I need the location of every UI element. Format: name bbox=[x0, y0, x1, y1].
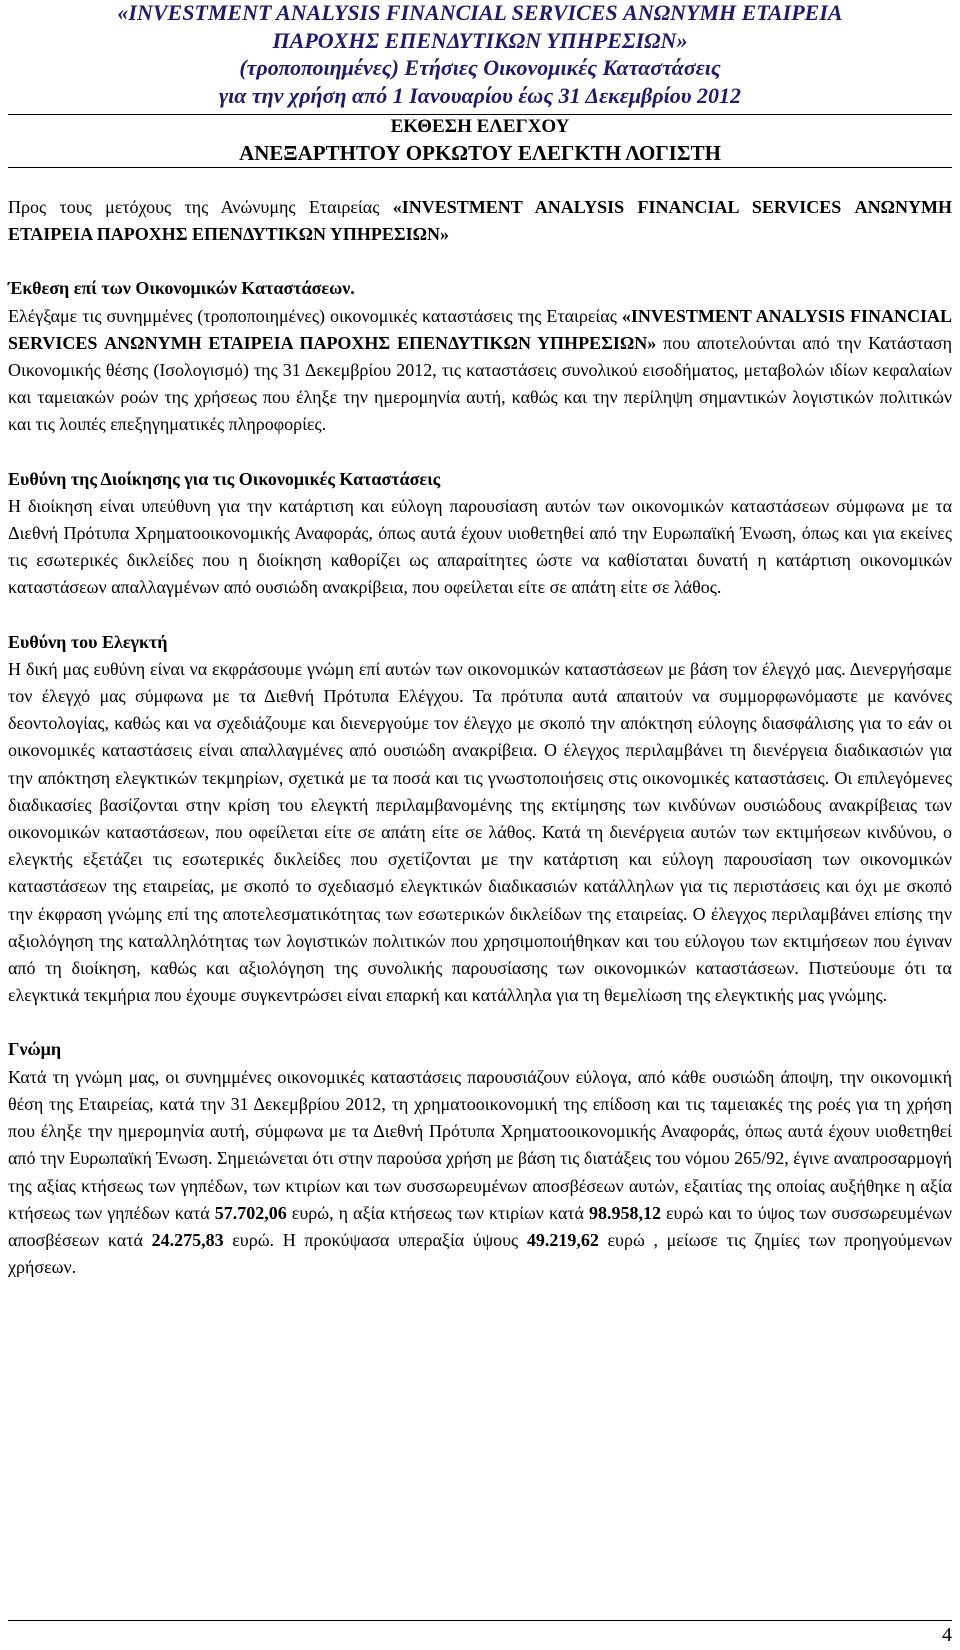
report-title: ΕΚΘΕΣΗ ΕΛΕΓΧΟΥ bbox=[390, 116, 570, 137]
section-heading-opinion: Γνώμη bbox=[8, 1039, 62, 1060]
header-period: για την χρήση από 1 Ιανουαρίου έως 31 Δεκεμβρίου 2012 bbox=[218, 82, 742, 108]
section-heading-auditor: Ευθύνη του Ελεγκτή bbox=[8, 631, 168, 652]
page-number: 4 bbox=[942, 1624, 952, 1646]
auditor-paragraph: Η δική μας ευθύνη είναι να εκφράσουμε γνώμη επί αυτών των οικονομικών καταστάσεων με βάση τον έλεγχό μας. Διενεργήσαμε τον έλεγχό μας σύμφωνα με τα Διεθνή Πρότυπα Ελέγχου. Τα πρότυπα αυτά απαιτούν να συμμορφωνόμαστε με κανόνες δεοντολογίας, καθώς και να σχεδιάζουμε και διενεργούμε τον έλεγχο με σκοπό την απόκτηση εύλογης διασφάλισης για το εάν οι οικονομικές καταστάσεις είναι απαλλαγμένες από ουσιώδη ανακρίβεια. Ο έλεγχος περιλαμβάνει τη διενέργεια διαδικασιών για την απόκτηση ελεγκτικών τεκμηρίων, σχετικά με τα ποσά και τις γνωστοποιήσεις στις οικονομικές καταστάσεις. Οι επιλεγόμενες διαδικασίες βασίζονται στην κρίση του ελεγκτή περιλαμβανομένης της εκτίμησης των κινδύνων ουσιώδους ανακρίβειας των οικονομικών καταστάσεων, που οφείλεται είτε σε απάτη είτε σε λάθος. Κατά τη διενέργεια αυτών των εκτιμήσεων κινδύνου, ο ελεγκτής εξετάζει τις εσωτερικές δικλείδες που σχετίζονται με την κατάρτιση και εύλογη παρουσίαση των οικονομικών καταστάσεων της εταιρείας, με σκοπό το σχεδιασμό ελεγκτικών διαδικασιών κατάλληλων για τις περιστάσεις και όχι με σκοπό την έκφραση γνώμης επί της αποτελεσματικότητας των εσωτερικών δικλείδων της εταιρείας. Ο έλεγχος περιλαμβάνει επίσης την αξιολόγηση της καταλληλότητας των λογιστικών πολιτικών που χρησιμοποιήθηκαν και του εύλογου των εκτιμήσεων που έγιναν από τη διοίκηση, καθώς και αξιολόγηση της συνολικής παρουσίασης των οικονομικών καταστάσεων. Πιστεύουμε ότι τα ελεγκτικά τεκμήρια που έχουμε συγκεντρώσει είναι επαρκή και κατάλληλα για τη θεμελίωση της ελεγκτικής μας γνώμης. bbox=[8, 658, 952, 1006]
addressee-prefix: Προς τους μετόχους της Ανώνυμης Εταιρείας bbox=[8, 197, 393, 217]
header-statements-title: (τροποποιημένες) Ετήσιες Οικονομικές Καταστάσεις bbox=[239, 55, 721, 80]
section-heading-management: Ευθύνη της Διοίκησης για τις Οικονομικές Καταστάσεις bbox=[8, 468, 441, 489]
management-paragraph: Η διοίκηση είναι υπεύθυνη για την κατάρτιση και εύλογη παρουσίαση αυτών των οικονομικών καταστάσεων σύμφωνα με τα Διεθνή Πρότυπα Χρηματοοικονομικής Αναφοράς, όπως αυτά έχουν υιοθετηθεί από την Ευρωπαϊκή Ένωση, όπως και για εκείνες τις εσωτερικές δικλείδες που η διοίκηση καθορίζει ως απαραίτητες ώστε να καθίσταται δυνατή η κατάρτιση οικονομικών καταστάσεων απαλλαγμένων από ουσιώδη ανακρίβεια, που οφείλεται είτε σε απάτη είτε σε λάθος. bbox=[8, 495, 952, 598]
amount-buildings: 98.958,12 bbox=[588, 1202, 661, 1223]
report-text-a: Ελέγξαμε τις συνημμένες (τροποποιημένες) οικονομικές καταστάσεις της Εταιρείας bbox=[8, 305, 622, 326]
opinion-text-e: ευρώ , μείωσε τις ζημίες των προηγούμενων χρήσεων. bbox=[8, 1229, 952, 1278]
page-header bbox=[8, 0, 952, 109]
header-company-line-2: ΠΑΡΟΧΗΣ ΕΠΕΝΔΥΤΙΚΩΝ ΥΠΗΡΕΣΙΩΝ» bbox=[272, 27, 688, 53]
amount-depreciation: 24.275,83 bbox=[151, 1229, 224, 1250]
opinion-text-c: ευρώ και το ύψος των συσσωρευμένων αποσβέσεων κατά bbox=[8, 1202, 952, 1250]
footer-rule bbox=[8, 1620, 952, 1621]
report-title-block bbox=[8, 115, 952, 167]
report-text-b: που αποτελούνται από την Κατάσταση Οικονομικής θέσης (Ισολογισμό) της 31 Δεκεμβρίου 2012, τις καταστάσεις συνολικού εισοδήματος, μεταβολών ιδίων κεφαλαίων και ταμειακών ροών της χρήσεως που έληξε την ημερομηνία αυτή, καθώς και την περίληψη σημαντικών λογιστικών πολιτικών και τις λοιπές επεξηγηματικές πληροφορίες. bbox=[8, 332, 952, 435]
addressee-company: «INVESTMENT ANALYSIS FINANCIAL SERVICES ΑΝΩΝΥΜΗ ΕΤΑΙΡΕΙΑ ΠΑΡΟΧΗΣ ΕΠΕΝΔΥΤΙΚΩΝ ΥΠΗΡΕΣΙΩΝ» bbox=[8, 197, 952, 245]
title-rule bbox=[8, 167, 952, 168]
header-company-line-1: «INVESTMENT ANALYSIS FINANCIAL SERVICES ΑΝΩΝΥΜΗ ΕΤΑΙΡΕΙΑ bbox=[117, 0, 843, 25]
report-subtitle: ΑΝΕΞΑΡΤΗΤΟΥ ΟΡΚΩΤΟΥ ΕΛΕΓΚΤΗ ΛΟΓΙΣΤΗ bbox=[239, 141, 721, 165]
opinion-text-d: ευρώ. Η προκύψασα υπεραξία ύψους bbox=[223, 1229, 527, 1250]
addressee-paragraph bbox=[8, 194, 952, 248]
opinion-paragraph bbox=[8, 1064, 952, 1282]
report-company: «INVESTMENT ANALYSIS FINANCIAL SERVICES ΑΝΩΝΥΜΗ ΕΤΑΙΡΕΙΑ ΠΑΡΟΧΗΣ ΕΠΕΝΔΥΤΙΚΩΝ ΥΠΗΡΕΣΙΩΝ» bbox=[8, 305, 952, 353]
section-heading-report: Έκθεση επί των Οικονομικών Καταστάσεων. bbox=[8, 278, 355, 299]
opinion-text-b: ευρώ, η αξία κτήσεως των κτιρίων κατά bbox=[286, 1202, 589, 1223]
report-body bbox=[8, 194, 952, 1281]
amount-land: 57.702,06 bbox=[214, 1202, 287, 1223]
amount-surplus: 49.219,62 bbox=[526, 1229, 599, 1250]
report-paragraph bbox=[8, 303, 952, 439]
opinion-text-a: Κατά τη γνώμη μας, οι συνημμένες οικονομικές καταστάσεις παρουσιάζουν εύλογα, από κάθε ουσιώδη άποψη, την οικονομική θέση της Εταιρείας, κατά την 31 Δεκεμβρίου 2012, τη χρηματοοικονομική της επίδοση και τις ταμειακές της ροές για τη χρήση που έληξε την ημερομηνία αυτή, σύμφωνα με τα Διεθνή Πρότυπα Χρηματοοικονομικής Αναφοράς, όπως αυτά έχουν υιοθετηθεί από την Ευρωπαϊκή Ένωση. Σημειώνεται ότι στην παρούσα χρήση με βάση τις διατάξεις του νόμου 265/92, έγινε αναπροσαρμογή της αξίας κτήσεως των γηπέδων, των κτιρίων και των συσσωρευμένων αποσβέσεων αυτών, εξαιτίας της οποίας αυξήθηκε η αξία κτήσεως των γηπέδων κατά bbox=[8, 1066, 952, 1223]
